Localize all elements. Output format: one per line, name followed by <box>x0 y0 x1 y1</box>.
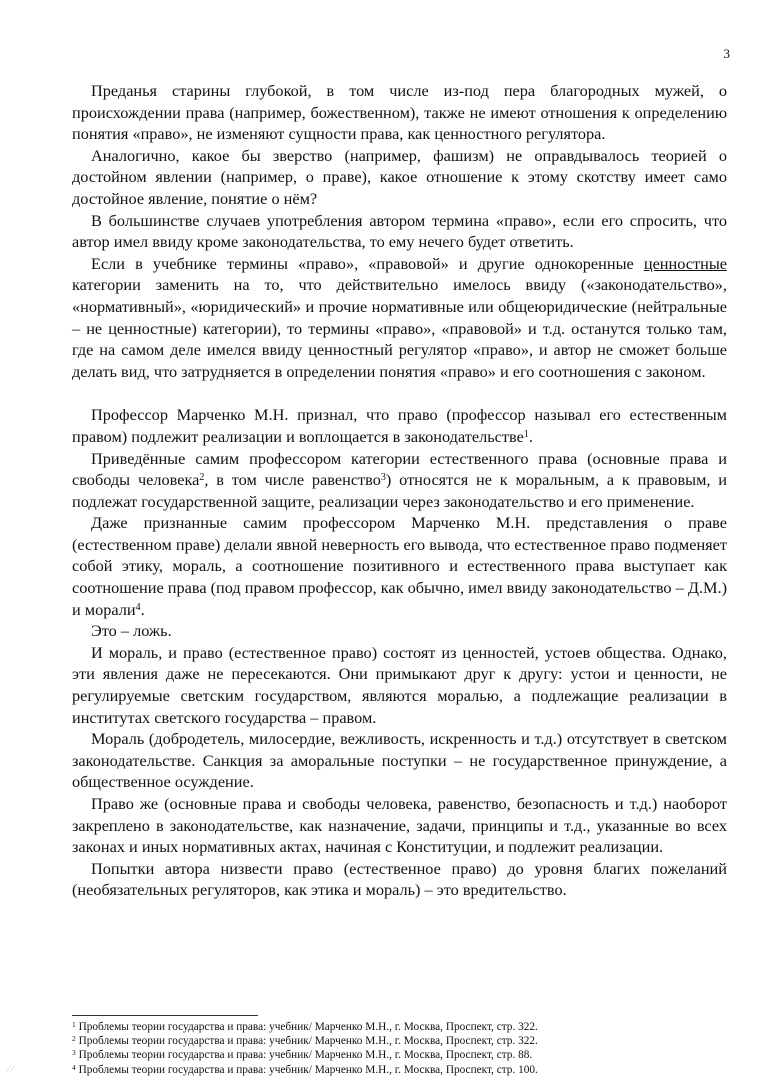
footnote-number: 1 <box>72 1020 76 1029</box>
paragraph-text: . <box>140 599 145 619</box>
footnote <box>72 1048 727 1062</box>
footnote-ref: 4 <box>135 601 141 613</box>
paragraph-text: категории заменить на то, что действительно имелось ввиду («законодательство», «нормативный», «юридический» и прочие нормативные или общеюридические (нейтральные – не ценностные) категории), то термины «право», «правовой» и т.д. останутся только там, где на самом деле имелся ввиду ценностный регулятор «право», и автор не сможет больше делать вид, что затрудняется в определении понятия «право» и его соотношения с законом. <box>72 275 727 381</box>
footnotes <box>72 1020 727 1077</box>
paragraph <box>72 728 727 793</box>
footnote-text: Проблемы теории государства и права: учебник/ Марченко М.Н., г. Москва, Проспект, стр. 322. <box>78 1021 538 1033</box>
footnote <box>72 1063 727 1077</box>
paragraph-text: Право же (основные права и свободы человека, равенство, безопасность и т.д.) наоборот закреплено в законодательстве, как назначение, задачи, принципы и т.д., указанные во всех законах и иных нормативных актах, начиная с Конституции, и подлежит реализации. <box>72 794 727 857</box>
paragraph-text: ) относятся не к моральным, а к правовым, и подлежат государственной защите, реализации через законодательство и его применение. <box>72 470 727 511</box>
paragraph <box>72 620 727 642</box>
footnote <box>72 1020 727 1034</box>
paragraph <box>72 80 727 145</box>
footnote-text: Проблемы теории государства и права: учебник/ Марченко М.Н., г. Москва, Проспект, стр. 322. <box>78 1035 538 1048</box>
paragraph-text: Аналогично, какое бы зверство (например, фашизм) не оправдывалось теорией о достойном явлении (например, о праве), какое отношение к этому скотству имеет само достойное явление, понятие о нём? <box>72 145 727 208</box>
footnote-ref: 3 <box>380 472 386 484</box>
paragraph-text: Профессор Марченко М.Н. признал, что право (профессор называл его естественным правом) подлежит реализации и воплощается в законодательстве <box>72 405 727 446</box>
paragraph-text: Мораль (добродетель, милосердие, вежливость, искренность и т.д.) отсутствует в светском законодательстве. Санкция за аморальные поступки – не государственное принуждение, а общественное осуждение. <box>72 729 727 792</box>
footnote-ref: 1 <box>523 428 529 440</box>
paragraph-text: Даже признанные самим профессором Марченко М.Н. представления о праве (естественном праве) делали явной неверность его вывода, что естественное право подменяет собой этику, мораль, а соотношение позитивного и естественного права выступает как соотношение права (под правом профессор, как обычно, имел ввиду законодательство – Д.М.) и морали <box>72 513 727 619</box>
paragraph <box>72 253 727 383</box>
paragraph-text: , в том числе равенство <box>204 470 381 490</box>
paragraph-text: Приведённые самим профессором категории естественного права (основные права и свободы человека <box>72 448 727 490</box>
footnote-number: 4 <box>72 1062 76 1072</box>
paragraph-text: . <box>528 426 533 446</box>
paragraph <box>72 793 727 858</box>
footnote-number: 3 <box>72 1048 76 1058</box>
paragraph-text: Преданья старины глубокой, в том числе из-под пера благородных мужей, о происхождении права (например, божественном), также не имеют отношения к определению понятия «право», не изменяют сущности права, как ценностного регулятора. <box>72 81 727 144</box>
paragraph <box>72 512 727 620</box>
paragraph-text: Это – ложь. <box>91 621 172 641</box>
body-text <box>72 80 727 901</box>
scan-corner-mark: ⁄ ⁄ <box>8 1064 14 1074</box>
paragraph <box>72 210 727 253</box>
page-number: 3 <box>723 46 730 61</box>
footnote <box>72 1034 727 1048</box>
paragraph <box>72 404 727 447</box>
paragraph <box>72 858 727 901</box>
footnote-separator <box>72 1015 258 1016</box>
footnote-ref: 2 <box>199 472 205 484</box>
underlined-term: ценностные <box>643 253 727 273</box>
paragraph <box>72 642 727 728</box>
paragraph-text: Попытки автора низвести право (естественное право) до уровня благих пожеланий (необязательных регуляторов, как этика и мораль) – это вредительство. <box>72 858 727 900</box>
footnote-number: 2 <box>72 1034 76 1044</box>
paragraph-text: И мораль, и право (естественное право) состоят из ценностей, устоев общества. Однако, эти явления даже не пересекаются. Они примыкают друг к другу: устои и ценности, не регулируемые светским государством, являются моралью, а подлежащие реализации в институтах светского государства – правом. <box>72 642 727 727</box>
paragraph-text: Если в учебнике термины «право», «правовой» и другие однокоренные <box>91 253 644 273</box>
footnote-text: Проблемы теории государства и права: учебник/ Марченко М.Н., г. Москва, Проспект, стр. 100. <box>78 1063 538 1076</box>
paragraph <box>72 448 727 513</box>
footnote-text: Проблемы теории государства и права: учебник/ Марченко М.Н., г. Москва, Проспект, стр. 88. <box>78 1049 533 1062</box>
paragraph <box>72 145 727 210</box>
paragraph-text: В большинстве случаев употребления автором термина «право», если его спросить, что автор имел ввиду кроме законодательства, то ему нечего будет ответить. <box>72 210 727 252</box>
